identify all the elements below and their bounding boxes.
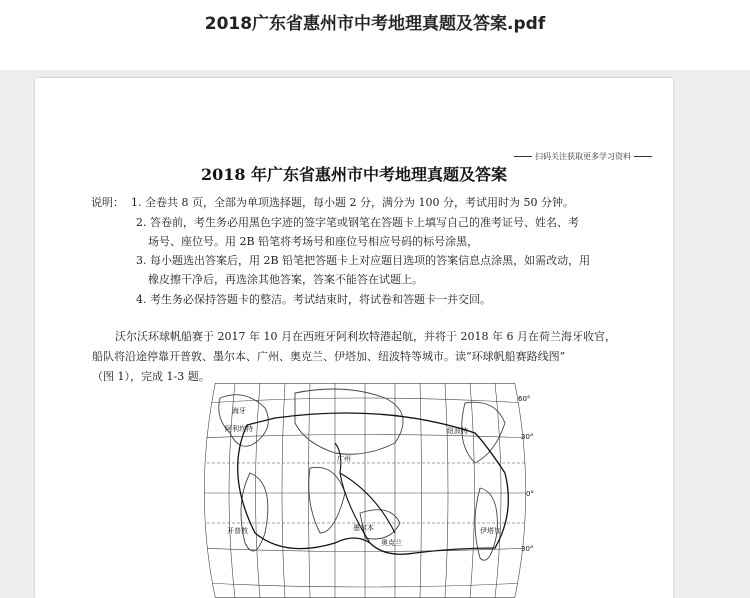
paragraph-line: （图 1），完成 1-3 题。 — [92, 370, 210, 383]
label-melbourne: 墨尔本 — [353, 524, 374, 532]
route-map — [185, 383, 545, 598]
lat-n60: 60° — [518, 395, 531, 403]
paragraph-line: 船队将沿途停靠开普敦、墨尔本、广州、奥克兰、伊塔加、纽波特等城市。读“环球帆船赛路线图” — [92, 350, 566, 363]
lat-n30: 30° — [521, 433, 534, 441]
instruction-line: 场号、座位号。用 2B 铅笔将考场号和座位号相应号码的标号涂黑， — [148, 235, 479, 248]
label-itajai: 伊塔加 — [480, 527, 501, 535]
document-page — [35, 78, 673, 598]
label-capetown: 开普敦 — [227, 527, 248, 535]
promo-text: 扫码关注获取更多学习资料 — [535, 152, 631, 161]
instructions-label: 说明： — [91, 196, 124, 209]
label-haiya: 海牙 — [232, 407, 246, 415]
instruction-line: 4. 考生务必保持答题卡的整洁。考试结束时，将试卷和答题卡一并交回。 — [136, 293, 491, 306]
paragraph-line: 沃尔沃环球帆船赛于 2017 年 10 月在西班牙阿利坎特港起航，并将于 2018 年 6 月在荷兰海牙收官， — [115, 330, 616, 343]
lat-eq: 0° — [526, 490, 534, 498]
lat-s30: 30° — [521, 545, 534, 553]
label-newport: 纽波特 — [447, 427, 468, 435]
instruction-line: 3. 每小题选出答案后，用 2B 铅笔把答题卡上对应题目选项的答案信息点涂黑，如需改动，用 — [136, 254, 591, 267]
label-guangzhou: 广州 — [337, 455, 351, 463]
label-alicante: 阿利坎特 — [225, 425, 253, 433]
viewer-toolbar — [0, 0, 750, 70]
document-title: 2018 年广东省惠州市中考地理真题及答案 — [200, 165, 508, 184]
promo-ribbon — [511, 151, 655, 162]
instruction-line: 2. 答卷前，考生务必用黑色字迹的签字笔或钢笔在答题卡上填写自己的准考证号、姓名、考 — [136, 216, 579, 229]
file-title: 2018广东省惠州市中考地理真题及答案.pdf — [204, 14, 546, 34]
instruction-line: 橡皮擦干净后，再选涂其他答案，答案不能答在试题上。 — [148, 273, 423, 286]
instruction-line: 1. 全卷共 8 页，全部为单项选择题，每小题 2 分，满分为 100 分，考试用时为 50 分钟。 — [131, 196, 574, 209]
label-auckland: 奥克兰 — [381, 539, 402, 547]
